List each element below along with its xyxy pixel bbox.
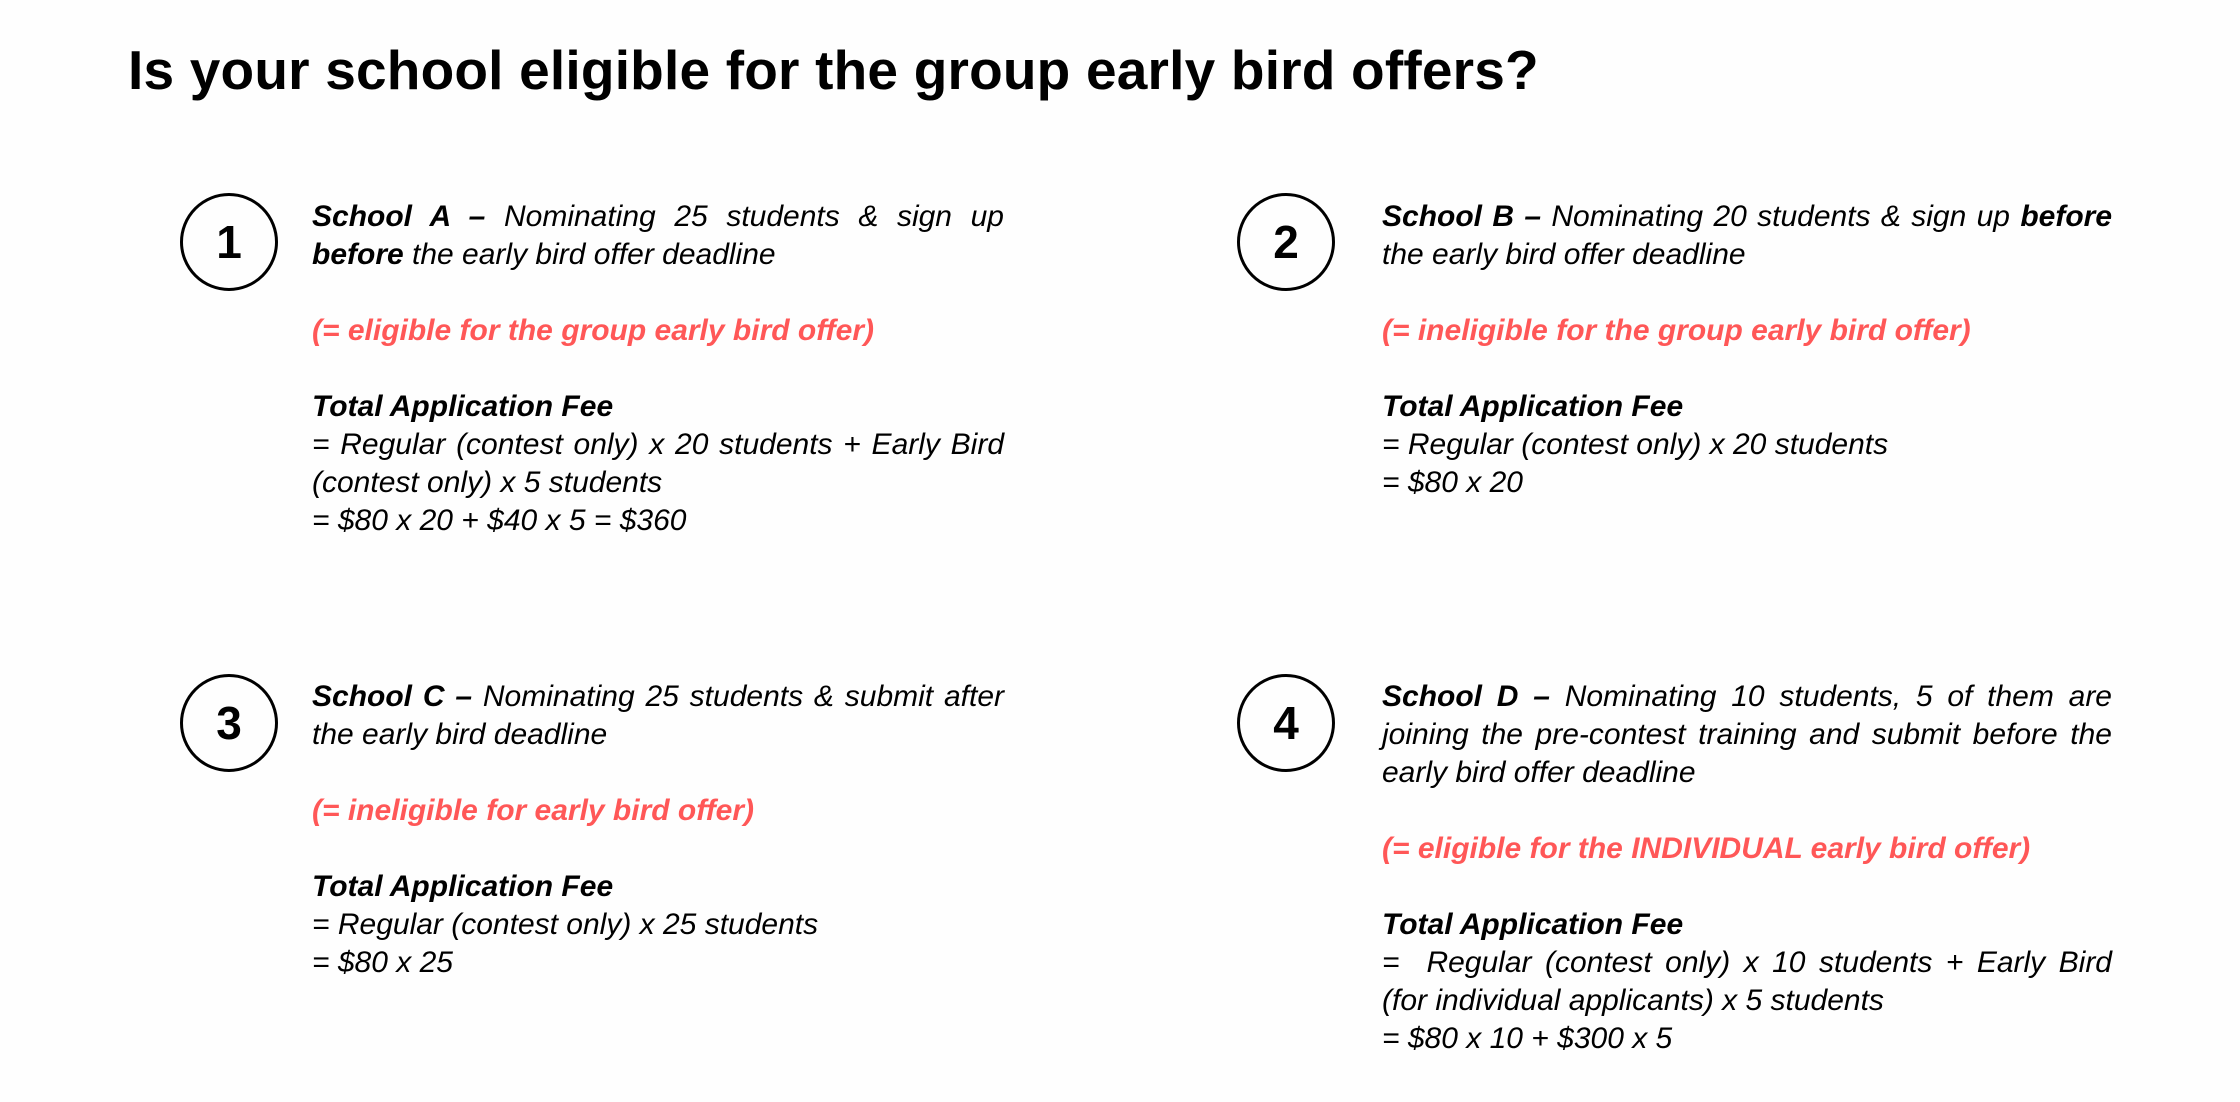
description-text: Nominating 25 students & submit after the early bird deadline (312, 680, 1004, 751)
fee-calculation: = $80 x 20 + $40 x 5 = $360 (312, 504, 687, 537)
fee-calculation: = $80 x 20 (1382, 466, 1523, 499)
case-description (1382, 678, 2112, 792)
case-description (312, 198, 1004, 274)
fee-label: Total Application Fee (1382, 390, 1684, 423)
fee-formula: = Regular (contest only) x 10 students + Early Bird (for individual applicants) x 5 students (1382, 946, 2121, 1017)
school-name: School C – (312, 680, 473, 713)
description-emphasis: before (2020, 200, 2112, 233)
description-text: Nominating 25 students & sign up (485, 200, 1004, 233)
eligibility-status: (= eligible for the INDIVIDUAL early bird offer) (1382, 832, 2031, 865)
case-description (312, 678, 1004, 754)
case-number-badge: 4 (1237, 674, 1335, 772)
case-number-badge: 2 (1237, 193, 1335, 291)
eligibility-status: (= ineligible for early bird offer) (312, 794, 755, 827)
fee-label: Total Application Fee (1382, 908, 1684, 941)
school-name: School B – (1382, 200, 1542, 233)
fee-formula: = Regular (contest only) x 20 students (1382, 428, 1889, 461)
fee-calculation: = $80 x 25 (312, 946, 453, 979)
case-number-badge: 1 (180, 193, 278, 291)
case-block-school-c (312, 678, 1004, 982)
fee-calculation: = $80 x 10 + $300 x 5 (1382, 1022, 1673, 1055)
fee-label: Total Application Fee (312, 870, 614, 903)
school-name: School A – (312, 200, 486, 233)
description-text: Nominating 10 students, 5 of them are joining the pre-contest training and submit before the early bird offer deadline (1382, 680, 2112, 789)
case-block-school-d (1382, 678, 2121, 1058)
case-number-badge: 3 (180, 674, 278, 772)
fee-formula: = Regular (contest only) x 20 students + Early Bird (contest only) x 5 students (312, 428, 1004, 499)
eligibility-status: (= ineligible for the group early bird offer) (1382, 314, 1971, 347)
description-text-tail: the early bird offer deadline (403, 238, 776, 271)
description-text: Nominating 20 students & sign up (1541, 200, 2021, 233)
description-text-tail: the early bird offer deadline (1382, 238, 1746, 271)
case-description (1382, 198, 2112, 274)
case-block-school-b (1382, 198, 2112, 502)
fee-formula: = Regular (contest only) x 25 students (312, 908, 819, 941)
eligibility-status: (= eligible for the group early bird offer) (312, 314, 875, 347)
fee-label: Total Application Fee (312, 390, 614, 423)
page-title: Is your school eligible for the group early bird offers? (128, 39, 1539, 101)
description-emphasis: before (312, 238, 404, 271)
case-block-school-a (312, 198, 1004, 540)
school-name: School D – (1382, 680, 1550, 713)
